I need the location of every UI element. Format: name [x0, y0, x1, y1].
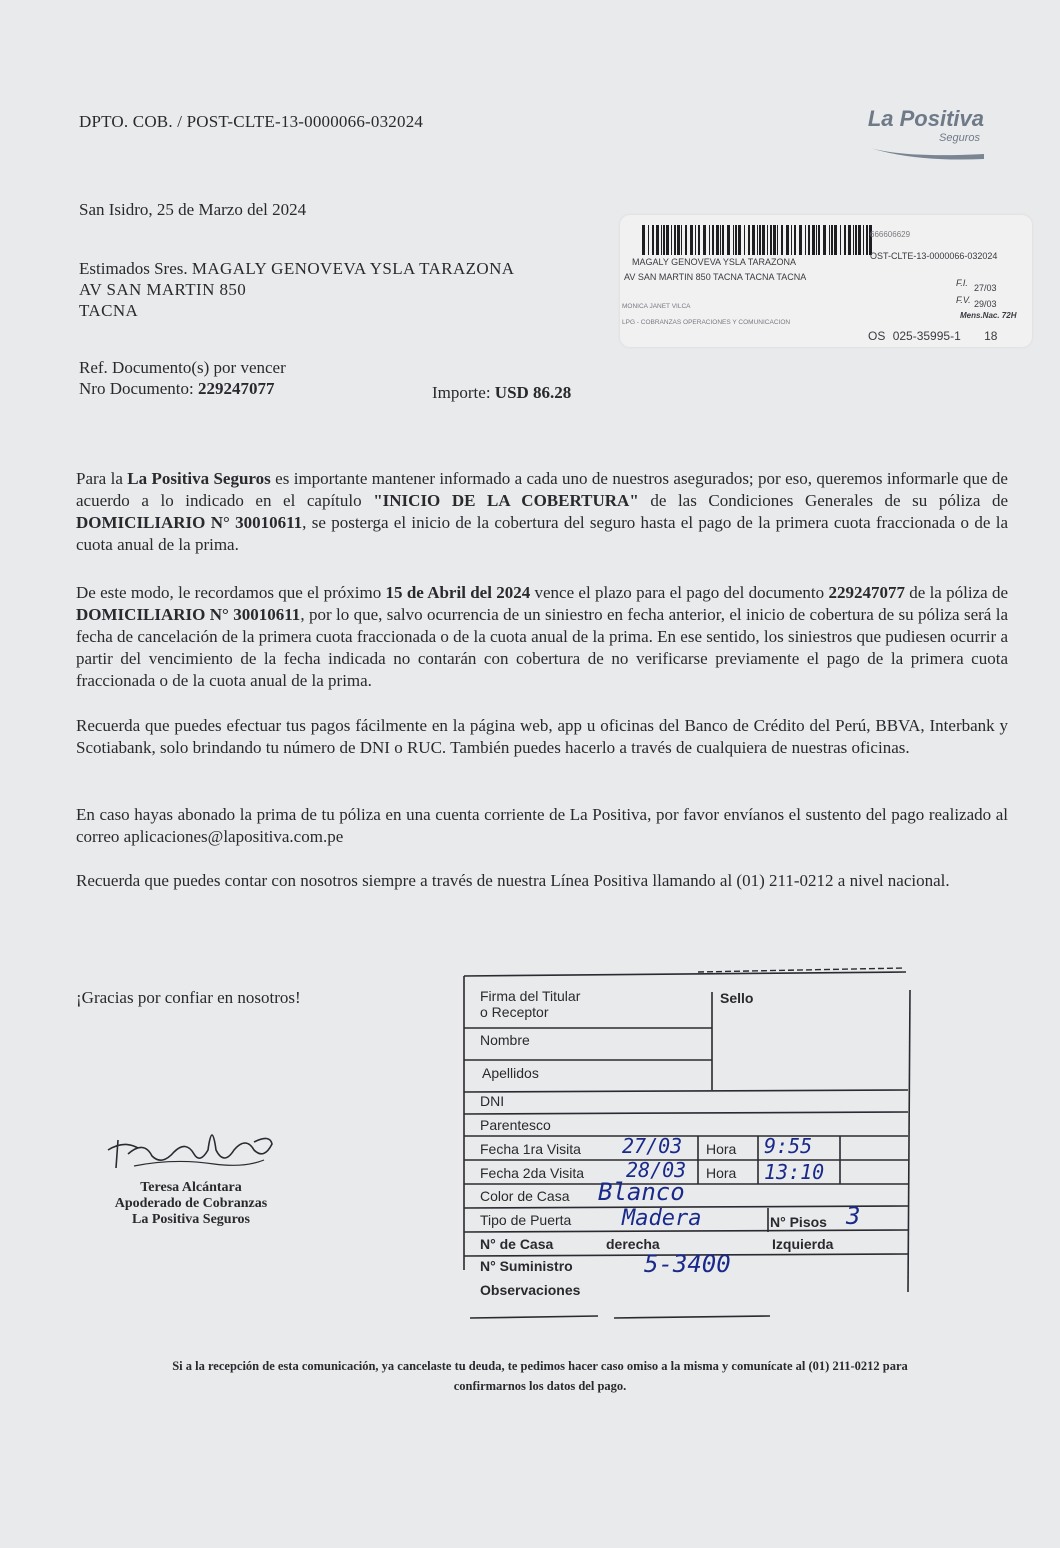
logo-name: La Positiva — [867, 106, 984, 131]
form-derecha: derecha — [606, 1236, 660, 1252]
form-tipo: Tipo de Puerta — [480, 1212, 572, 1228]
label-os-label: OS — [868, 329, 886, 343]
hw-color: Blanco — [598, 1178, 685, 1206]
thanks-line: ¡Gracias por confiar en nosotros! — [76, 988, 301, 1007]
paragraph-1: Para la La Positiva Seguros es importante mantener informado a cada uno de nuestros asegurados; por eso, queremos informarle que de acuerdo a lo indicado en el capítulo "INICIO DE LA COBERTURA" de las Condiciones Generales de su póliza de DOMICILIARIO N° 30010611, se posterga el inicio de la cobertura del seguro hasta el pago de la primera cuota fraccionada o de la cuota anual de la prima. — [76, 469, 1008, 554]
signer-block — [76, 1180, 306, 1228]
recipient-block — [79, 258, 514, 321]
label-name: MAGALY GENOVEVA YSLA TARAZONA — [632, 257, 797, 267]
recipient-name: MAGALY GENOVEVA YSLA TARAZONA — [191, 259, 515, 278]
label-code: 666606629 — [870, 230, 911, 239]
form-ncasa: N° de Casa — [480, 1236, 554, 1252]
form-pisos: N° Pisos — [770, 1214, 827, 1230]
form-hora1: Hora — [706, 1141, 737, 1157]
footer-note — [80, 1356, 1000, 1396]
ref-label: Ref. Documento(s) por vencer — [79, 358, 286, 377]
paragraph-2: De este modo, le recordamos que el próximo 15 de Abril del 2024 vence el plazo para el pago del documento 229247077 de la póliza de DOMICILIARIO N° 30010611, por lo que, salvo ocurrencia de un siniestro en fecha anterior, el inicio de cobertura de su póliza será la fecha de cancelación de la primera cuota fraccionada o de la cuota anual de la prima. En ese sentido, los siniestros que pudiesen ocurrir a partir del vencimiento de la fecha indicada no contarán con cobertura de no verificarse previamente el pago de la primera cuota fraccionada o de la cuota anual de la prima. — [76, 583, 1008, 690]
amount-line — [432, 383, 571, 403]
label-os-suffix: 18 — [984, 329, 998, 343]
hw-pisos: 3 — [846, 1202, 861, 1230]
amount-value: USD 86.28 — [494, 383, 572, 402]
recipient-address: AV SAN MARTIN 850 — [79, 280, 247, 299]
logo-swoosh-icon — [866, 142, 986, 162]
logo-subtitle: Seguros — [939, 132, 980, 144]
paragraph-5: Recuerda que puedes contar con nosotros siempre a través de nuestra Línea Positiva llamando al (01) 211-0212 a nivel nacional. — [76, 871, 950, 890]
label-service: Mens.Nac. 72H — [960, 311, 1017, 320]
form-fecha2: Fecha 2da Visita — [480, 1165, 585, 1181]
form-suministro: N° Suministro — [480, 1258, 573, 1274]
hw-tipo: Madera — [622, 1206, 702, 1231]
form-dni: DNI — [480, 1093, 505, 1109]
company-logo — [862, 106, 992, 162]
footer-line-2: confirmarnos los datos del pago. — [453, 1379, 627, 1393]
footer-line-1: Si a la recepción de esta comunicación, ya cancelaste tu deuda, te pedimos hacer caso omiso a la misma y comunícate al (01) 211-0212 para — [172, 1359, 908, 1373]
paragraph-4: En caso hayas abonado la prima de tu póliza en una cuenta corriente de La Positiva, por favor envíanos el sustento del pago realizado al correo aplicaciones@lapositiva.com.pe — [76, 805, 1008, 846]
label-ref: OST-CLTE-13-0000066-032024 — [870, 251, 998, 261]
label-fi-label: F.I. — [956, 278, 968, 288]
label-os-number: 025-35995-1 — [892, 329, 961, 343]
label-os — [868, 329, 997, 343]
date-line: San Isidro, 25 de Marzo del 2024 — [79, 200, 307, 219]
form-parentesco: Parentesco — [480, 1117, 551, 1133]
label-fv-label: F.V. — [956, 295, 971, 305]
doc-label: Nro Documento: — [79, 379, 194, 398]
doc-number: 229247077 — [197, 379, 275, 398]
form-observaciones: Observaciones — [480, 1282, 581, 1298]
hw-hora2: 13:10 — [764, 1160, 825, 1184]
amount-label: Importe: — [432, 383, 491, 402]
hw-fecha2: 28/03 — [626, 1158, 687, 1182]
document-reference: DPTO. COB. / POST-CLTE-13-0000066-032024 — [79, 112, 424, 131]
form-firma-2: o Receptor — [480, 1004, 549, 1020]
label-fv: 29/03 — [974, 299, 997, 309]
signer-company: La Positiva Seguros — [132, 1212, 250, 1227]
signature-image — [104, 1110, 276, 1180]
paragraph-3: Recuerda que puedes efectuar tus pagos fácilmente en la página web, app u oficinas del Banco de Crédito del Perú, BBVA, Interbank y Scotiabank, solo brindando tu número de DNI o RUC. También puedes hacerlo a través de cualquiera de nuestras oficinas. — [76, 716, 1008, 757]
form-apellidos: Apellidos — [482, 1065, 539, 1081]
label-fi: 27/03 — [974, 283, 997, 293]
label-dept: LPG - COBRANZAS OPERACIONES Y COMUNICACION — [622, 319, 791, 326]
form-sello: Sello — [720, 990, 754, 1006]
hw-fecha1: 27/03 — [622, 1134, 683, 1158]
form-izquierda: Izquierda — [772, 1236, 834, 1252]
delivery-form — [458, 966, 928, 1326]
barcode-icon — [642, 225, 874, 255]
reference-block — [79, 357, 286, 399]
signer-title: Apoderado de Cobranzas — [114, 1196, 268, 1211]
label-address: AV SAN MARTIN 850 TACNA TACNA TACNA — [624, 272, 807, 282]
form-hora2: Hora — [706, 1165, 737, 1181]
signer-name: Teresa Alcántara — [140, 1180, 242, 1195]
form-firma-1: Firma del Titular — [480, 988, 581, 1004]
hw-hora1: 9:55 — [764, 1134, 813, 1158]
form-fecha1: Fecha 1ra Visita — [480, 1141, 581, 1157]
form-nombre: Nombre — [480, 1032, 530, 1048]
recipient-city: TACNA — [79, 301, 139, 320]
form-color: Color de Casa — [480, 1188, 570, 1204]
mail-label — [620, 215, 1032, 347]
greeting: Estimados Sres. — [79, 259, 188, 278]
hw-suministro: 5-3400 — [644, 1250, 731, 1278]
label-sender: MONICA JANET VILCA — [622, 303, 691, 310]
